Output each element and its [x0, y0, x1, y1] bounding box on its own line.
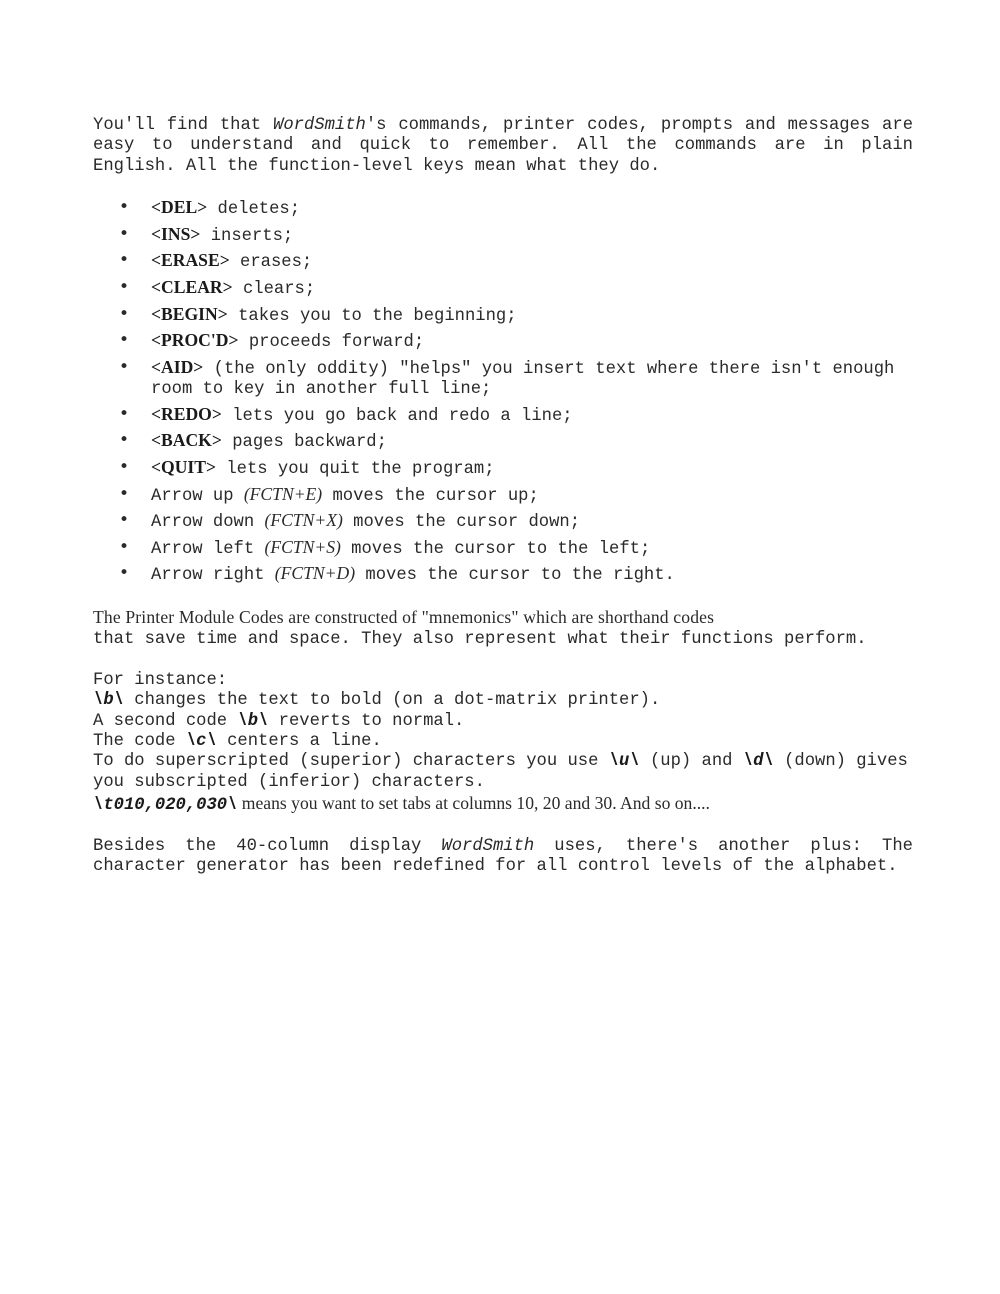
list-item: • Arrow up (FCTN+E) moves the cursor up; [119, 483, 539, 506]
bullet-icon: • [119, 403, 130, 424]
bullet-icon: • [119, 510, 130, 531]
bullet-icon: • [119, 563, 130, 584]
bullet-icon: • [119, 223, 130, 244]
example-line: The code \c\ centers a line. [93, 731, 382, 751]
bullet-icon: • [119, 536, 130, 557]
bullet-icon: • [119, 197, 130, 218]
list-item: • <BACK> pages backward; [119, 430, 387, 453]
example-line: \t010,020,030\ means you want to set tabs at columns 10, 20 and 30. And so on.... [93, 793, 710, 816]
list-item: • <CLEAR> clears; [119, 277, 316, 299]
bullet-icon: • [119, 250, 130, 271]
list-item: • Arrow down (FCTN+X) moves the cursor down; [119, 510, 581, 533]
list-item: • <PROC'D> proceeds forward; [119, 330, 425, 353]
list-item: • <INS> inserts; [119, 223, 294, 246]
bullet-icon: • [119, 330, 130, 351]
example-line: A second code \b\ reverts to normal. [93, 711, 465, 731]
list-item: • <QUIT> lets you quit the program; [119, 456, 495, 479]
list-item: • <DEL> deletes; [119, 197, 301, 220]
bullet-icon: • [119, 277, 130, 297]
example-line: To do superscripted (superior) characters you use \u\ (up) and \d\ (down) gives you subscripted (inferior) characters. [93, 752, 908, 792]
list-item: • <REDO> lets you go back and redo a line; [119, 403, 573, 426]
bullet-icon: • [119, 430, 130, 451]
list-item: • Arrow right (FCTN+D) moves the cursor to the right. [119, 563, 675, 586]
app-name: WordSmith [273, 116, 366, 135]
app-name: WordSmith [441, 836, 535, 856]
intro-paragraph: You'll find that WordSmith's commands, printer codes, prompts and messages are easy to understand and quick to remember. All the commands are in plain English. All the function-level keys mean what they do. [93, 116, 914, 176]
printer-codes-paragraph: The Printer Module Codes are constructed of "mnemonics" which are shorthand codes that save time and space. They also represent what their functions perform. [93, 606, 867, 650]
examples-block [93, 671, 913, 817]
closing-paragraph: Besides the 40-column display WordSmith uses, there's another plus: The character generator has been redefined for all control levels of the alphabet. [93, 836, 913, 876]
function-key-list [93, 197, 913, 587]
bullet-icon: • [119, 303, 130, 324]
examples-heading: For instance: [93, 670, 228, 690]
bullet-icon: • [119, 483, 130, 504]
bullet-icon: • [119, 456, 130, 477]
bullet-icon: • [119, 356, 130, 377]
list-item: • <AID> (the only oddity) "helps" you insert text where there isn't enough room to key in another full line; [119, 356, 895, 400]
example-line: \b\ changes the text to bold (on a dot-matrix printer). [93, 691, 661, 711]
list-item: • <BEGIN> takes you to the beginning; [119, 303, 517, 326]
document-page [93, 116, 913, 877]
list-item: • Arrow left (FCTN+S) moves the cursor to the left; [119, 536, 651, 559]
list-item: • <ERASE> erases; [119, 250, 313, 273]
